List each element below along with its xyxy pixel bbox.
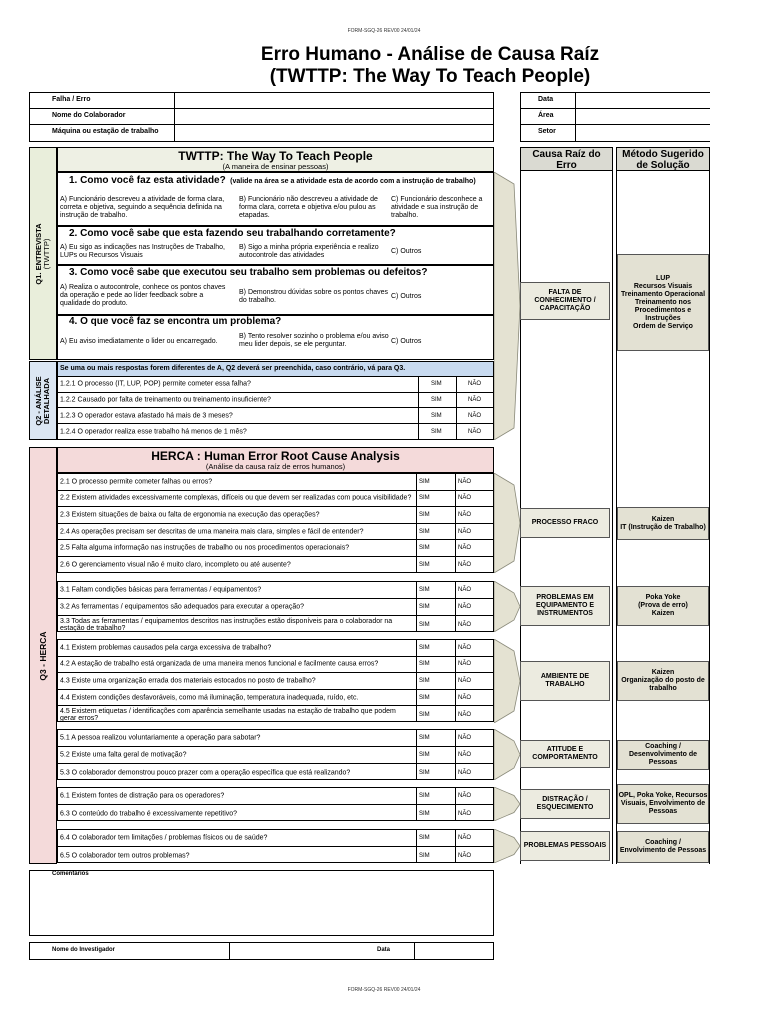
- investigator-label: Nome do Investigador: [52, 947, 116, 953]
- yes-option[interactable]: SIM: [419, 562, 430, 569]
- q3-row-text: 5.2 Existe uma falta geral de motivação?: [60, 751, 187, 759]
- connector-arrow: [494, 473, 520, 573]
- q3-row: [58, 805, 493, 822]
- no-option[interactable]: NÃO: [468, 381, 482, 388]
- connector-arrow: [494, 787, 520, 821]
- q3-option-b[interactable]: B) Demonstrou dúvidas sobre os pontos chaves do trabalho.: [239, 289, 389, 304]
- header-left-table: [29, 92, 494, 142]
- yes-option[interactable]: SIM: [419, 694, 430, 701]
- q3-row-text: 5.1 A pessoa realizou voluntariamente a operação para sabotar?: [60, 734, 261, 742]
- q3-row-text: 2.5 Falta alguma informação nas instruções de trabalho ou nos procedimentos operacionais?: [60, 544, 350, 552]
- q1-option-b[interactable]: B) Funcionário não descreveu a atividade de forma clara, correta e objetiva e/ou pulou as etapadas.: [239, 196, 378, 219]
- q3-row-text: 2.4 As operações precisam ser descritas de uma maneira mais clara, simples e fácil de entender?: [60, 528, 364, 536]
- collaborator-label: Nome do Colaborador: [30, 109, 175, 124]
- failure-row[interactable]: [30, 93, 493, 109]
- comments-label: Comentários: [52, 871, 89, 877]
- q3-row-text: 3.3 Todas as ferramentas / equipamentos descritos nas instruções estão disponíveis para o colaborador na estação de trabalho?: [60, 617, 393, 632]
- yes-option[interactable]: SIM: [419, 587, 430, 593]
- yes-option[interactable]: SIM: [431, 412, 442, 419]
- method-box[interactable]: [617, 586, 709, 626]
- q3-row-text: 6.5 O colaborador tem outros problemas?: [60, 852, 190, 859]
- cause-box[interactable]: [520, 661, 610, 701]
- yes-option[interactable]: SIM: [419, 810, 430, 817]
- q3-row-text: 6.1 Existem fontes de distração para os operadores?: [60, 792, 225, 800]
- q3-row: [58, 507, 493, 524]
- no-option[interactable]: NÃO: [458, 528, 472, 535]
- q3-row: [58, 730, 493, 747]
- q3-row-text: 2.1 O processo permite cometer falhas ou erros?: [60, 478, 213, 486]
- q3-row: [58, 599, 493, 616]
- no-option[interactable]: NÃO: [458, 621, 472, 628]
- q3-row: [58, 764, 493, 781]
- yes-option[interactable]: SIM: [419, 621, 430, 628]
- q3-row-text: 2.3 Existem situações de baixa ou falta de ergonomia na execução das operações?: [60, 511, 320, 519]
- q3-title: HERCA : Human Error Root Cause Analysis: [151, 449, 400, 463]
- q2-row: [58, 393, 493, 409]
- connector-arrow: [494, 581, 520, 632]
- cause-box[interactable]: [520, 831, 610, 861]
- yes-option[interactable]: SIM: [431, 396, 442, 403]
- q3-row-text: 5.3 O colaborador demonstrou pouco prazer com a operação específica que está realizando?: [60, 769, 351, 776]
- q3-row-text: 3.1 Faltam condições básicas para ferramentas / equipamentos?: [60, 586, 262, 594]
- q3-row-text: 6.4 O colaborador tem limitações / problemas físicos ou de saúde?: [60, 834, 268, 842]
- yes-option[interactable]: SIM: [419, 604, 430, 610]
- q1-title: TWTTP: The Way To Teach People: [178, 149, 373, 163]
- cause-text: FALTA DE CONHECIMENTO / CAPACITAÇÃO: [534, 289, 596, 312]
- sector-label: Setor: [521, 125, 576, 141]
- q1-subtitle: (A maneira de ensinar pessoas): [222, 162, 329, 171]
- q1-question-2: [57, 226, 494, 265]
- title-line-2: (TWTTP: The Way To Teach People): [269, 66, 591, 87]
- q2-banner: Se uma ou mais respostas forem diferentes de A, Q2 deverá ser preenchida, caso contrário, vá para Q3.: [57, 361, 494, 377]
- yes-option[interactable]: SIM: [419, 852, 430, 859]
- q3-row-text: 4.5 Existem etiquetas / identificações com aparência semelhante usadas na estação de trabalho que podem gerar erros?: [60, 707, 396, 722]
- q3-side: [29, 447, 57, 864]
- q2-option-a[interactable]: A) Eu sigo as indicações nas Instruções de Trabalho, LUPs ou Recursos Visuais: [60, 244, 225, 259]
- q3-row: [58, 474, 493, 491]
- no-option[interactable]: NÃO: [458, 511, 472, 518]
- date-row[interactable]: [521, 93, 710, 109]
- q1-question-4: [57, 315, 494, 360]
- yes-option[interactable]: SIM: [419, 545, 430, 552]
- q2-row: [58, 377, 493, 393]
- q3-row-text: 4.2 A estação de trabalho está organizada de uma maneira menos funcional e facilmente causa erros?: [60, 660, 379, 668]
- q4-option-b[interactable]: B) Tento resolver sozinho o problema e/ou aviso meu lider depois, se ele perguntar.: [239, 333, 389, 348]
- method-text: Coaching / Envolvimento de Pessoas: [619, 839, 707, 854]
- q3-group: [57, 729, 494, 780]
- cause-text: AMBIENTE DE TRABALHO: [540, 673, 590, 688]
- form-code-top: FORM-SGQ-26 REV00 24/01/24: [347, 28, 421, 34]
- q2-row-text: 1.2.4 O operador realiza esse trabalho há menos de 1 mês?: [60, 428, 247, 436]
- q3-row: [58, 706, 493, 723]
- yes-option[interactable]: SIM: [419, 835, 430, 841]
- yes-option[interactable]: SIM: [431, 429, 442, 435]
- q3-row: [58, 657, 493, 674]
- q1-question-3-title: 3. Como você sabe que executou seu trabalho sem problemas ou defeitos?: [69, 267, 428, 278]
- q1-option-c[interactable]: C) Funcionário desconhece a atividade e sua instrução de trabalho.: [391, 196, 483, 219]
- q2-row: [58, 424, 493, 440]
- q1-question-3: [57, 265, 494, 315]
- q2-option-b[interactable]: B) Sigo a minha própria experiência e realizo autocontrole das atividades: [239, 244, 379, 259]
- no-option[interactable]: NÃO: [458, 694, 472, 701]
- q3-option-a[interactable]: A) Realiza o autocontrole, conhece os pontos chaves da operação e pede ao líder feedback sobre a qualidade do produto.: [60, 284, 226, 307]
- machine-row[interactable]: [30, 125, 493, 141]
- q1-title-box: [57, 147, 494, 172]
- q3-group: [57, 787, 494, 821]
- q1-question-1-title: 1. Como você faz esta atividade?: [69, 175, 226, 186]
- no-option[interactable]: NÃO: [458, 769, 472, 776]
- cause-box[interactable]: [520, 740, 610, 768]
- q1-side-label: Q1. ENTREVISTA (TWTTP): [34, 222, 51, 285]
- no-option[interactable]: NÃO: [458, 852, 472, 859]
- q2-side: [29, 361, 57, 440]
- q3-row-text: 4.1 Existem problemas causados pela carga excessiva de trabalho?: [60, 644, 272, 652]
- q3-group: [57, 473, 494, 573]
- q1-question-4-title: 4. O que você faz se encontra um problema?: [69, 316, 282, 327]
- yes-option[interactable]: SIM: [419, 511, 430, 518]
- q3-row: [58, 616, 493, 633]
- q4-option-a[interactable]: A) Eu aviso imediatamente o lider ou encarregado.: [60, 338, 218, 345]
- comments-box[interactable]: [29, 870, 494, 936]
- q3-option-c[interactable]: C) Outros: [391, 293, 422, 300]
- yes-option[interactable]: SIM: [419, 495, 430, 502]
- cause-header: Causa Raíz do Erro: [520, 147, 613, 171]
- yes-option[interactable]: SIM: [419, 735, 430, 741]
- q2-row-text: 1.2.1 O processo (IT, LUP, POP) permite cometer essa falha?: [60, 380, 251, 388]
- yes-option[interactable]: SIM: [419, 661, 430, 668]
- method-box[interactable]: [617, 831, 709, 863]
- no-option[interactable]: NÃO: [458, 587, 472, 593]
- investigator-row[interactable]: [29, 942, 494, 960]
- connector-arrow: [494, 829, 520, 863]
- q3-row: [58, 673, 493, 690]
- q3-row-text: 4.4 Existem condições desfavoráveis, como má iluminação, temperatura inadequada, ruído, etc.: [60, 694, 359, 702]
- q3-row: [58, 788, 493, 805]
- method-text: OPL, Poka Yoke, Recursos Visuais, Envolvimento de Pessoas: [618, 792, 708, 815]
- cause-text: DISTRAÇÃO / ESQUECIMENTO: [536, 796, 594, 811]
- no-option[interactable]: NÃO: [458, 478, 472, 485]
- cause-text: PROBLEMAS EM EQUIPAMENTO E INSTRUMENTOS: [535, 594, 595, 617]
- q1-question-2-title: 2. Como você sabe que esta fazendo seu trabalhando corretamente?: [69, 228, 396, 239]
- q3-title-box: [57, 447, 494, 473]
- yes-option[interactable]: SIM: [419, 793, 430, 799]
- cause-text: PROCESSO FRACO: [531, 519, 599, 526]
- method-text: Poka Yoke (Prova de erro) Kaizen: [638, 594, 688, 617]
- cause-text: ATITUDE E COMPORTAMENTO: [532, 746, 598, 761]
- area-row[interactable]: [521, 109, 710, 125]
- q1-side: [29, 147, 57, 360]
- method-text: Coaching / Desenvolvimento de Pessoas: [628, 743, 698, 766]
- connector-arrow: [494, 172, 520, 440]
- no-option[interactable]: NÃO: [458, 677, 472, 684]
- q3-group: [57, 829, 494, 863]
- no-option[interactable]: NÃO: [468, 412, 482, 419]
- machine-label: Máquina ou estação de trabalho: [30, 125, 175, 141]
- q3-row: [58, 847, 493, 864]
- method-text: LUP Recursos Visuais Treinamento Operacional Treinamento nos Procedimentos e Instruções Ordem de Serviço: [620, 274, 706, 330]
- no-option[interactable]: NÃO: [458, 810, 472, 817]
- yes-option[interactable]: SIM: [419, 769, 430, 776]
- header-right-table: [520, 92, 710, 142]
- yes-option[interactable]: SIM: [419, 752, 430, 758]
- yes-option[interactable]: SIM: [419, 677, 430, 684]
- yes-option[interactable]: SIM: [419, 528, 430, 535]
- q3-row-text: 4.3 Existe uma organização errada dos materiais estocados no posto de trabalho?: [60, 677, 316, 685]
- no-option[interactable]: NÃO: [468, 396, 482, 403]
- yes-option[interactable]: SIM: [419, 711, 430, 718]
- method-header: Método Sugerido de Solução: [616, 147, 710, 171]
- q1-option-a[interactable]: A) Funcionário descreveu a atividade de forma clara, correta e objetiva, seguindo a sequência definida na instrução de trabalho.: [60, 196, 225, 219]
- area-label: Área: [521, 109, 576, 124]
- cause-box[interactable]: [520, 789, 610, 819]
- no-option[interactable]: NÃO: [458, 644, 472, 651]
- q3-row: [58, 747, 493, 764]
- page-title: [240, 44, 620, 88]
- method-box[interactable]: [617, 507, 709, 540]
- q3-row: [58, 830, 493, 847]
- method-box[interactable]: [617, 661, 709, 701]
- no-option[interactable]: NÃO: [458, 562, 472, 569]
- q3-row: [58, 491, 493, 508]
- q3-row: [58, 540, 493, 557]
- no-option[interactable]: NÃO: [458, 711, 472, 718]
- q3-row: [58, 582, 493, 599]
- collaborator-row[interactable]: [30, 109, 493, 125]
- no-option[interactable]: NÃO: [458, 835, 472, 841]
- q3-row: [58, 640, 493, 657]
- method-box[interactable]: [617, 740, 709, 770]
- q3-group: [57, 581, 494, 632]
- yes-option[interactable]: SIM: [419, 644, 430, 651]
- no-option[interactable]: NÃO: [458, 545, 472, 552]
- q2-row-text: 1.2.2 Causado por falta de treinamento ou treinamento insuficiente?: [60, 396, 271, 404]
- method-text: Kaizen Organização do posto de trabalho: [621, 669, 705, 692]
- sector-row[interactable]: [521, 125, 710, 141]
- cause-box[interactable]: [520, 508, 610, 538]
- yes-option[interactable]: SIM: [419, 478, 430, 485]
- q2-row-text: 1.2.3 O operador estava afastado há mais de 3 meses?: [60, 412, 233, 419]
- method-text: Kaizen IT (Instrução de Trabalho): [620, 515, 706, 531]
- no-option[interactable]: NÃO: [458, 793, 472, 799]
- q2-table: [57, 377, 494, 440]
- connector-arrow: [494, 729, 520, 780]
- form-code-bottom: FORM-SGQ-26 REV00 24/01/24: [347, 987, 421, 993]
- cause-text: PROBLEMAS PESSOAIS: [523, 842, 607, 849]
- q1-question-1: [57, 172, 494, 226]
- connector-arrow: [494, 639, 520, 723]
- q3-group: [57, 639, 494, 722]
- q1-question-1-note: (valide na área se a atividade esta de acordo com a instrução de trabalho): [230, 178, 476, 185]
- failure-label: Falha / Erro: [30, 93, 175, 108]
- no-option[interactable]: NÃO: [468, 429, 482, 435]
- method-box[interactable]: [617, 784, 709, 824]
- date-label: Data: [521, 93, 576, 108]
- title-line-1: Erro Humano - Análise de Causa Raíz: [260, 44, 600, 65]
- q3-row: [58, 690, 493, 707]
- q2-option-c[interactable]: C) Outros: [391, 248, 422, 255]
- q3-subtitle: (Análise da causa raíz de erros humanos): [205, 462, 346, 471]
- q3-row-text: 3.2 As ferramentas / equipamentos são adequados para executar a operação?: [60, 603, 304, 611]
- method-box[interactable]: [617, 254, 709, 351]
- q2-row: [58, 408, 493, 424]
- q3-row: [58, 557, 493, 574]
- no-option[interactable]: NÃO: [458, 495, 472, 502]
- q3-row-text: 2.6 O gerenciamento visual não é muito claro, incompleto ou até ausente?: [60, 561, 291, 569]
- cause-box[interactable]: [520, 282, 610, 320]
- q3-side-label: Q3 - HERCA: [38, 630, 48, 681]
- q3-row: [58, 524, 493, 541]
- no-option[interactable]: NÃO: [458, 661, 472, 668]
- q2-side-label: Q2 - ANÁLISE DETALHADA: [34, 375, 51, 426]
- investigator-date-label: Data: [377, 947, 391, 953]
- q3-row-text: 6.3 O conteúdo do trabalho é excessivamente repetitivo?: [60, 810, 238, 817]
- no-option[interactable]: NÃO: [458, 604, 472, 610]
- no-option[interactable]: NÃO: [458, 735, 472, 741]
- no-option[interactable]: NÃO: [458, 752, 472, 758]
- q3-row-text: 2.2 Existem atividades excessivamente complexas, difíceis ou que devem ser realizadas com pouca visibilidade?: [60, 494, 412, 502]
- yes-option[interactable]: SIM: [431, 381, 442, 388]
- q4-option-c[interactable]: C) Outros: [391, 338, 422, 345]
- cause-box[interactable]: [520, 586, 610, 626]
